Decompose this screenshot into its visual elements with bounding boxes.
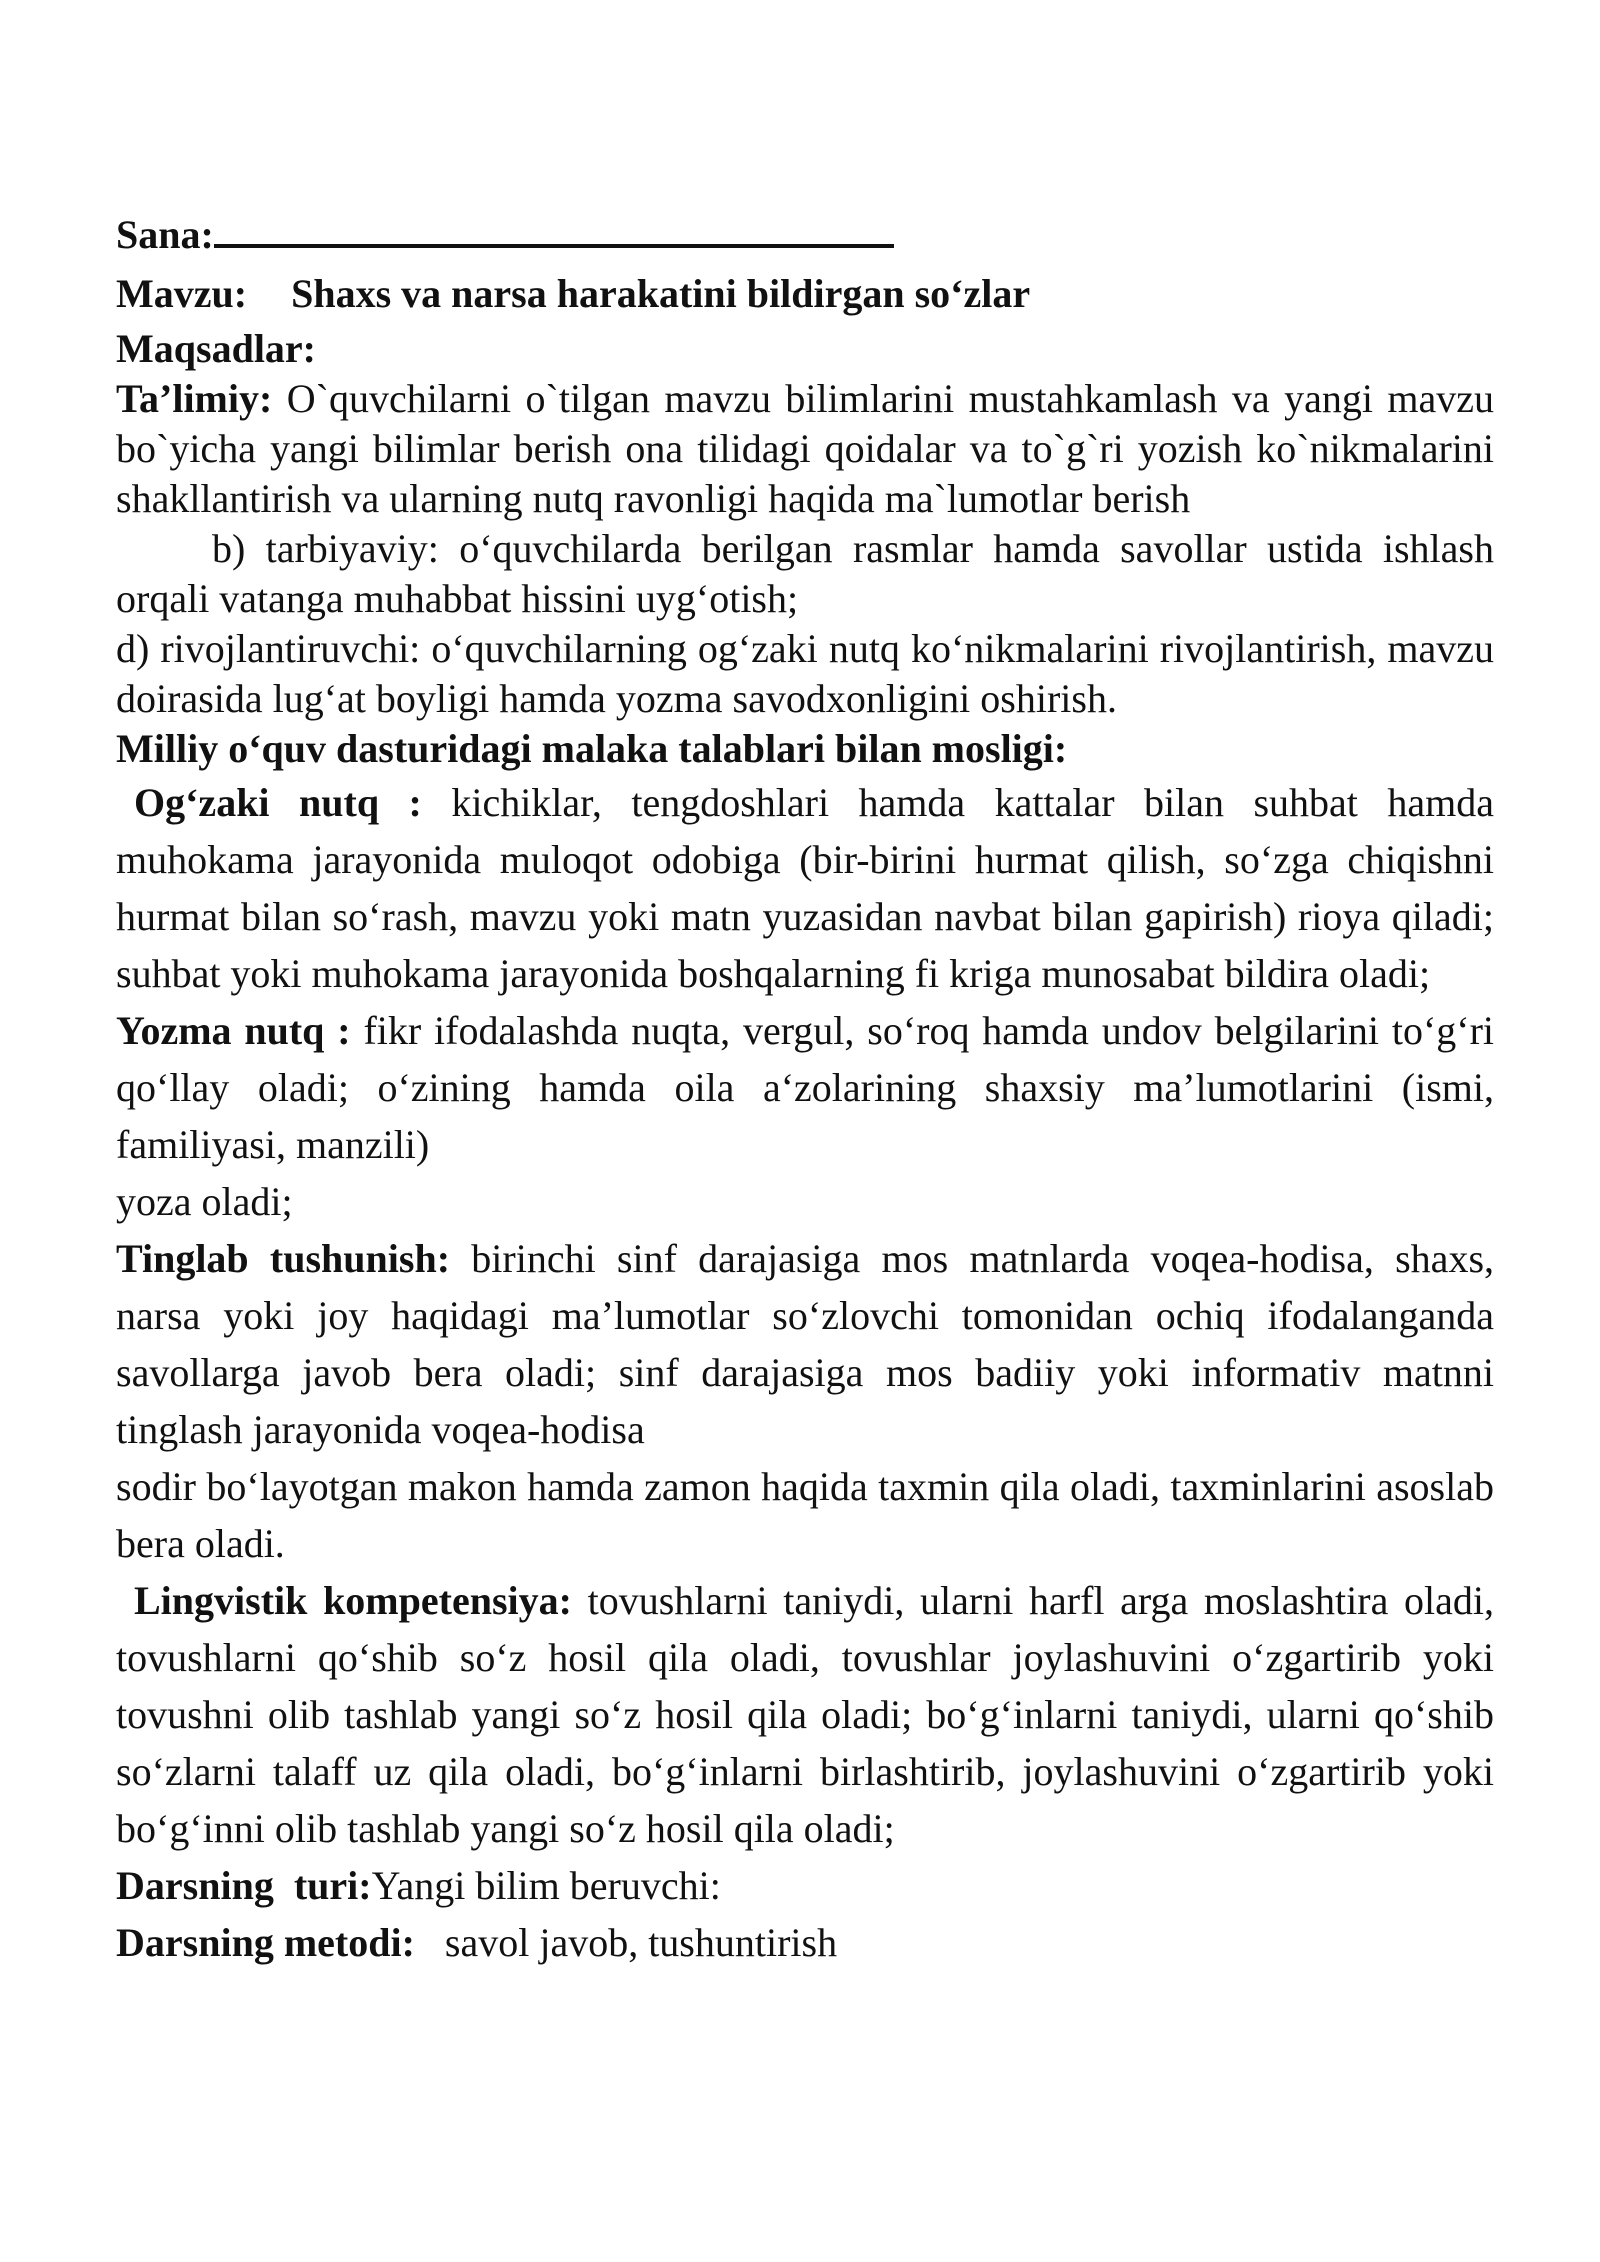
lesson-type-line — [116, 1857, 1494, 1914]
lesson-plan-document — [116, 206, 1494, 1971]
lesson-type-value: Yangi bilim beruvchi: — [371, 1863, 721, 1908]
upbringing-goal: b) tarbiyaviy: o‘quvchilarda berilgan rasmlar hamda savollar ustida ishlash orqali vatanga muhabbat hissini uyg‘otish; — [116, 526, 1494, 621]
linguistic-section — [116, 1572, 1494, 1857]
date-blank-field — [214, 208, 894, 248]
oral-speech-label: Og‘zaki nutq : — [134, 780, 422, 825]
educational-goal-label: Ta’limiy: — [116, 376, 273, 421]
date-label: Sana: — [116, 212, 214, 257]
written-speech-continuation: yoza oladi; — [116, 1179, 293, 1224]
educational-goal-text: O`quvchilarni o`tilgan mavzu bilimlarini mustahkamlash va yangi mavzu bo`yicha yangi bilimlar berish ona tilidagi qoidalar va to`g`ri yozish ko`nikmalarini shakllantirish va ularning nutq ravonligi haqida ma`lumotlar berish — [116, 376, 1494, 521]
date-line — [116, 206, 1494, 264]
written-speech-label: Yozma nutq : — [116, 1008, 351, 1053]
written-speech-text: fikr ifodalashda nuqta, vergul, so‘roq hamda undov belgilarini to‘g‘ri qo‘llay oladi; o‘zining hamda oila a‘zolarining shaxsiy ma’lumotlarini (ismi, familiyasi, manzili) — [116, 1008, 1495, 1167]
lesson-method-value: savol javob, tushuntirish — [444, 1920, 838, 1965]
standards-heading: Milliy o‘quv dasturidagi malaka talablari bilan mosligi: — [116, 726, 1068, 771]
written-speech-section — [116, 1002, 1494, 1173]
topic-line — [116, 264, 1494, 324]
listening-section — [116, 1230, 1494, 1458]
lesson-type-label: Darsning turi: — [116, 1863, 372, 1908]
developmental-goal: d) rivojlantiruvchi: o‘quvchilarning og‘zaki nutq ko‘nikmalarini rivojlantirish, mavzu doirasida lug‘at boyligi hamda yozma savodxonligini oshirish. — [116, 626, 1494, 721]
linguistic-label: Lingvistik kompetensiya: — [134, 1578, 572, 1623]
oral-speech-section — [116, 774, 1494, 1002]
educational-goal — [116, 374, 1494, 524]
oral-speech-text: kichiklar, tengdoshlari hamda kattalar bilan suhbat hamda muhokama jarayonida muloqot odobiga (bir-birini hurmat qilish, so‘zga chiqishni hurmat bilan so‘rash, mavzu yoki matn yuzasidan navbat bilan gapirish) rioya qiladi; suhbat yoki muhokama jarayonida boshqalarning fi kriga munosabat bildira oladi; — [116, 780, 1494, 996]
lesson-method-label: Darsning metodi: — [116, 1920, 415, 1965]
listening-continuation: sodir bo‘layotgan makon hamda zamon haqida taxmin qila oladi, taxminlarini asoslab bera oladi. — [116, 1464, 1494, 1566]
listening-text: birinchi sinf darajasiga mos matnlarda voqea-hodisa, shaxs, narsa yoki joy haqidagi ma’lumotlar so‘zlovchi tomonidan ochiq ifodalanganda savollarga javob bera oladi; sinf darajasiga mos badiiy yoki informativ matnni tinglash jarayonida voqea-hodisa — [116, 1236, 1495, 1452]
listening-label: Tinglab tushunish: — [116, 1236, 451, 1281]
topic-value: Shaxs va narsa harakatini bildirgan so‘zlar — [291, 271, 1031, 316]
lesson-method-line — [116, 1914, 1494, 1971]
linguistic-text: tovushlarni taniydi, ularni harfl arga moslashtira oladi, tovushlarni qo‘shib so‘z hosil qila oladi, tovushlar joylashuvini o‘zgartirib yoki tovushni olib tashlab yangi so‘z hosil qila oladi; bo‘g‘inlarni taniydi, ularni qo‘shib so‘zlarni talaff uz qila oladi, bo‘g‘inlarni birlashtirib, joylashuvini o‘zgartirib yoki bo‘g‘inni olib tashlab yangi so‘z hosil qila oladi; — [116, 1578, 1494, 1851]
goals-heading: Maqsadlar: — [116, 326, 316, 371]
topic-label: Mavzu: — [116, 271, 248, 316]
